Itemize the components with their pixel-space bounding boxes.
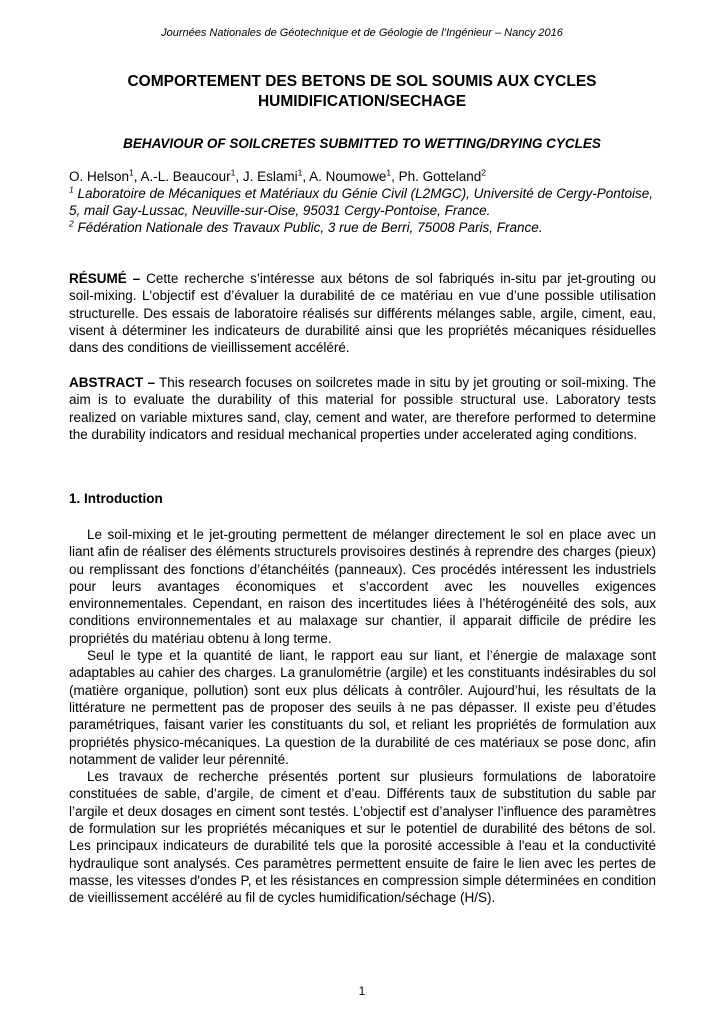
- abstract-label: ABSTRACT –: [69, 375, 156, 390]
- title-line-2: HUMIDIFICATION/SECHAGE: [257, 93, 467, 110]
- body-paragraph: Seul le type et la quantité de liant, le rapport eau sur liant, et l’énergie de malaxage sont adaptables au cahier des charges. La granulométrie (argile) et les constituants indésirables du sol (matière organique, pollution) sont eux plus délicats à contrôler. Aujourd’hui, les résultats de la littérature ne permettent pas de proposer des seuils à ne pas dépasser. Il existe peu d’études paramétriques, faisant varier les constituants du sol, et reliant les propriétés de formulation aux propriétés physico-mécaniques. La question de la durabilité de ces matériaux se pose donc, afin notamment de valider leur pérennité.: [69, 648, 656, 767]
- author-block: [69, 168, 659, 236]
- body-paragraph: Les travaux de recherche présentés portent sur plusieurs formulations de laboratoire constituées de sable, d’argile, de ciment et d’eau. Différents taux de substitution du sable par l’argile et deux dosages en ciment sont testés. L’objectif est d’analyser l’influence des paramètres de formulation sur les propriétés mécaniques et sur le potentiel de durabilité des bétons de sol. Les principaux indicateurs de durabilité tels que la porosité accessible à l'eau et la conductivité hydraulique sont analysés. Ces paramètres permettent ensuite de faire le lien avec les pertes de masse, les vitesses d'ondes P, et les résistances en compression simple déterminées en condition de vieillissement accéléré au fil de cycles humidification/séchage (H/S).: [69, 769, 656, 906]
- title-line-1: COMPORTEMENT DES BETONS DE SOL SOUMIS AUX CYCLES: [127, 73, 597, 90]
- english-title: BEHAVIOUR OF SOILCRETES SUBMITTED TO WETTING/DRYING CYCLES: [123, 136, 601, 151]
- affiliation: $^2$ Fédération Nationale des Travaux Public, 3 rue de Berri, 75008 Paris, France.: [69, 218, 543, 235]
- author: A.-L. Beaucour$^1$: [140, 167, 236, 184]
- author: J. Eslami$^1$: [242, 167, 303, 184]
- paper-title: [70, 72, 654, 112]
- abstract-text: This research focuses on soilcretes made in situ by jet grouting or soil-mixing. The aim is to evaluate the durability of this material for possible structural use. Laboratory tests realized on variable mixtures sand, clay, cement and water, are therefore performed to determine the durability indicators and residual mechanical properties under accelerated aging conditions.: [69, 375, 656, 442]
- page-number: 1: [358, 984, 366, 998]
- resume-label: RÉSUMÉ –: [69, 271, 141, 286]
- body-paragraph: Le soil-mixing et le jet-grouting permettent de mélanger directement le sol en place avec un liant afin de réaliser des éléments structurels provisoires destinés à reprendre des charges (pieux) ou remplissant des fonctions d’étanchéités (panneaux). Ces procédés intéressent les industriels pour leurs avantages économiques et s’accordent avec les nouvelles exigences environnementales. Cependant, en raison des incertitudes liées à l’hétérogénéité des sols, aux conditions environnementales et au malaxage sur chantier, il apparait difficile de prédire les propriétés du matériau obtenu à long terme.: [69, 527, 656, 646]
- author: Ph. Gotteland$^2$: [398, 167, 486, 184]
- author: A. Noumowe$^1$: [309, 167, 392, 184]
- affiliation: $^1$ Laboratoire de Mécaniques et Matériaux du Génie Civil (L2MGC), Université de Cergy-Pontoise, 5, mail Gay-Lussac, Neuville-sur-Oise, 95031 Cergy-Pontoise, France.: [69, 184, 654, 218]
- resume-paragraph: [69, 270, 656, 356]
- abstract-paragraph: [69, 374, 656, 443]
- introduction-body: [69, 526, 656, 907]
- resume-text: Cette recherche s’intéresse aux bétons de sol fabriqués in-situ par jet-grouting ou soil-mixing. L'objectif est d’évaluer la durabilité de ce matériau en vue d’une possible utilisation structurelle. Des essais de laboratoire réalisés sur différents mélanges sable, argile, ciment, eau, visent à déterminer les indicateurs de durabilité ainsi que les propriétés mécaniques résiduelles dans des conditions de vieillissement accéléré.: [69, 271, 656, 356]
- section-heading: 1. Introduction: [69, 491, 163, 506]
- running-header: Journées Nationales de Géotechnique et de Géologie de l’Ingénieur – Nancy 2016: [161, 27, 563, 39]
- author-list: O. Helson$^1$, A.-L. Beaucour$^1$, J. Eslami$^1$, A. Noumowe$^1$, Ph. Gotteland$^2$: [69, 167, 486, 184]
- author: O. Helson$^1$: [69, 167, 134, 184]
